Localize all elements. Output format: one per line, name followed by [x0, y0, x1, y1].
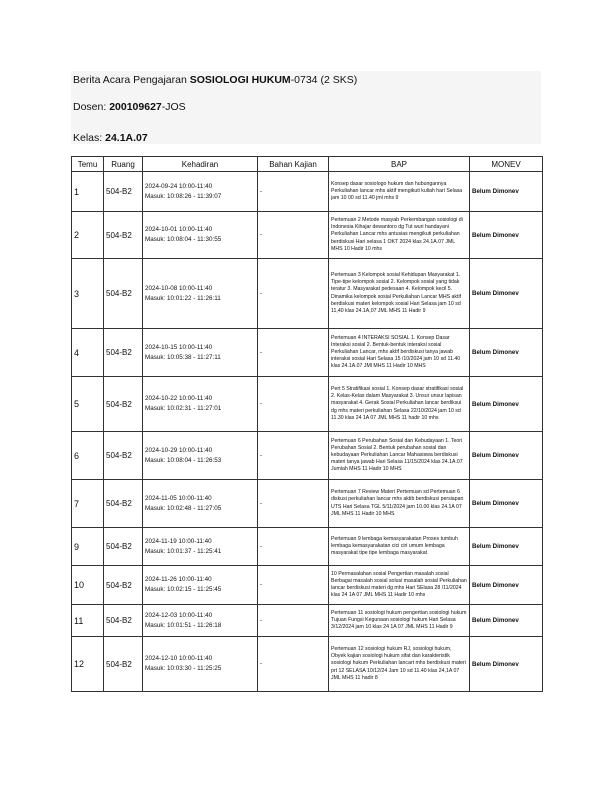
cell-kehadiran	[143, 637, 258, 692]
cell-kehadiran	[143, 566, 258, 605]
cell-bahan-kajian: -	[258, 637, 329, 692]
cell-temu: 4	[72, 329, 104, 377]
dosen-label: Dosen:	[73, 101, 110, 113]
cell-temu: 2	[72, 212, 104, 259]
cell-bahan-kajian: -	[258, 377, 329, 432]
masuk-text: Masuk: 10:08:04 - 11:30:55	[145, 236, 222, 243]
masuk-text: Masuk: 10:08:26 - 11:39:07	[145, 192, 222, 200]
cell-kehadiran	[143, 528, 258, 566]
table-row	[72, 432, 543, 480]
cell-monev: Belum Dimonev	[470, 377, 543, 432]
masuk-text: Masuk: 10:01:51 - 11:26:18	[145, 621, 222, 629]
jadwal-text: 2024-10-15 10:00-11:40	[145, 343, 213, 351]
cell-temu: 7	[72, 480, 104, 528]
col-ruang: Ruang	[104, 157, 143, 172]
masuk-text: Masuk: 10:01:37 - 11:25:41	[145, 547, 222, 555]
dosen-line	[73, 101, 186, 113]
cell-ruang: 504-B2	[104, 377, 143, 432]
dosen-id: 200109627	[109, 101, 162, 113]
cell-kehadiran	[143, 377, 258, 432]
cell-monev: Belum Dimonev	[470, 329, 543, 377]
dosen-suffix: -JOS	[161, 101, 186, 113]
cell-monev: Belum Dimonev	[470, 566, 543, 605]
table-header-row	[72, 157, 543, 172]
jadwal-text: 2024-10-22 10:00-11:40	[145, 395, 213, 402]
cell-bap: Pert 5 Stratifikasi sosial 1. Konsep dasar stratifikasi sosial 2. Kelas-Kelas dalam Masyarakat 3. Unsur unsur lapisan masyarakat 4. Gerak Sosial Perkuliahan lancar berdiksui dg mhs materi perkuliahan Selasa 22/10/2024 jam 10 sd 11.30 klas 24 1A 07 JML MHS 11 hadir 10 mhs	[329, 377, 470, 432]
masuk-text: Masuk: 10:08:04 - 11:26:53	[145, 456, 222, 464]
course-code: -0734 (2 SKS)	[290, 74, 358, 86]
cell-ruang: 504-B2	[104, 637, 143, 692]
col-monev: MONEV	[470, 157, 543, 172]
cell-temu: 1	[72, 172, 104, 212]
cell-kehadiran	[143, 259, 258, 329]
table-row	[72, 566, 543, 605]
table-row	[72, 259, 543, 329]
cell-ruang: 504-B2	[104, 480, 143, 528]
table-row	[72, 480, 543, 528]
cell-kehadiran	[143, 212, 258, 259]
masuk-text: Masuk: 10:01:22 - 11:26:11	[145, 294, 221, 302]
cell-bahan-kajian: -	[258, 432, 329, 480]
cell-temu: 5	[72, 377, 104, 432]
cell-monev: Belum Dimonev	[470, 259, 543, 329]
cell-bap: Pertemuan 12 sosiologi hukum RJ, sosiologi hukum, Obyek kajian sosiologi hukum sifat dan karakteristik sosiologi hukum Perkuliahan lancart mhs berdiskusi materi prt 12 SELASA 10/12/24 Jam 10 sd 11.40 klas 24,1A 07 JML MHS 11 hadir 8	[329, 637, 470, 692]
cell-bap: Pertemuan 7 Review Materi Pertemuan sd Pertemuan 6 diskusi perkuliahan lancar mhs aktib berdiskusi persiapan UTS Hari Selasa TGL 5/11/2024 jam 10.00 klas 24.1A 07 JML MHS 11 Hadir 10 MHS	[329, 480, 470, 528]
kelas-line	[73, 132, 148, 144]
masuk-text: Masuk: 10:03:30 - 11:25:25	[145, 665, 222, 672]
cell-bap: 10 Permasalahan sosial Pengertian masalah sosial Berbagai masalah sosial solusi masalah sosial Perkuliahan lancar berdiskusi materi dg mhs Hari SElasa 28 /11/2024 klas 24 1A 07 JML MHS 11 Hadir 10 mhs	[329, 566, 470, 605]
cell-temu: 3	[72, 259, 104, 329]
cell-monev: Belum Dimonev	[470, 172, 543, 212]
cell-monev: Belum Dimonev	[470, 212, 543, 259]
cell-bahan-kajian: -	[258, 172, 329, 212]
cell-monev: Belum Dimonev	[470, 480, 543, 528]
cell-bap: Pertemuan 2 Metode masyab Perkembangan sosiologi di Indonesia Kihajar dewantoro dg Tut wuri handayani Perkuliahan Lancar mhs antusias mengikuti perkuliahan berdiskusi Hari selasa 1 OKT 2024 klas 24.1A.07 JML MHS 10 Hadir 10 mhs	[329, 212, 470, 259]
cell-monev: Belum Dimonev	[470, 637, 543, 692]
cell-bap: Pertemuan 9 lembaga kemasyarakatan Proses tumbuh lembaga kemasyarakatan cici ciri umum lembaga masyarakat tipe tipe lembaga masyarakat	[329, 528, 470, 566]
cell-bahan-kajian: -	[258, 212, 329, 259]
cell-ruang: 504-B2	[104, 432, 143, 480]
cell-kehadiran	[143, 172, 258, 212]
jadwal-text: 2024-10-29 10:00-11:40	[145, 446, 213, 454]
cell-monev: Belum Dimonev	[470, 528, 543, 566]
cell-kehadiran	[143, 605, 258, 637]
table-row	[72, 377, 543, 432]
table-row	[72, 172, 543, 212]
cell-monev: Belum Dimonev	[470, 432, 543, 480]
cell-bahan-kajian: -	[258, 605, 329, 637]
cell-ruang: 504-B2	[104, 212, 143, 259]
cell-bahan-kajian: -	[258, 329, 329, 377]
cell-bap: Pertemuan 3 Kelompok sosial Kehidupan Masyarakat 1. Tipe-tipe kelompok sosial 2. Kelompok sosial yang tidak teratur 3. Masyarakat pedesaan 4. Kelompok kecil 5. Dinamika kelompok sosial Perkuliahan Lancar MHS aktif berdiskusi materi kelompok sosial Hari Selasa jam 10 sd 11,40 klas 24.1A,07 JML MHS 11 Hadir 9	[329, 259, 470, 329]
cell-temu: 12	[72, 637, 104, 692]
table-row	[72, 637, 543, 692]
cell-ruang: 504-B2	[104, 528, 143, 566]
table-row	[72, 212, 543, 259]
cell-bahan-kajian: -	[258, 480, 329, 528]
course-name: SOSIOLOGI HUKUM	[189, 74, 291, 86]
masuk-text: Masuk: 10:02:15 - 11:25:45	[145, 586, 222, 593]
jadwal-text: 2024-12-03 10:00-11:40	[145, 611, 213, 619]
masuk-text: Masuk: 10:02:48 - 11:27:05	[145, 504, 222, 512]
cell-ruang: 504-B2	[104, 605, 143, 637]
title-prefix: Berita Acara Pengajaran	[73, 74, 190, 86]
kelas-value: 24.1A.07	[105, 132, 148, 144]
cell-bahan-kajian: -	[258, 566, 329, 605]
cell-kehadiran	[143, 329, 258, 377]
cell-ruang: 504-B2	[104, 329, 143, 377]
cell-bap: Pertemuan 11 sosiologi hukum pengertian sosiologi hukum Tujuan Fungsi Kegunaan sosiologi hukum Hari Selasa 3/12/2024 jam 10 klas 24 1A 07 JML MHS 11 Hadir 9	[329, 605, 470, 637]
jadwal-text: 2024-11-26 10:00-11:40	[145, 576, 212, 583]
col-bap: BAP	[329, 157, 470, 172]
table-row	[72, 528, 543, 566]
jadwal-text: 2024-10-01 10:00-11:40	[145, 226, 213, 233]
cell-temu: 6	[72, 432, 104, 480]
cell-ruang: 504-B2	[104, 566, 143, 605]
col-temu: Temu	[72, 157, 104, 172]
cell-temu: 11	[72, 605, 104, 637]
cell-bap: Pertemuan 4 INTERAKSI SOSIAL 1. Konsep Dasar Interaksi sosial 2. Bentuk-bentuk interaksi sosial Perkuliahan Lancar, mhs aktif berdiskusi tanya jawab interaksi sosial Hari Selasa 15 /10/2024 jam 10 sd 11.40 klas 24.1A.07 JMl MHS 11 Hadir 10 MHS	[329, 329, 470, 377]
cell-kehadiran	[143, 432, 258, 480]
jadwal-text: 2024-09-24 10:00-11:40	[145, 182, 213, 190]
cell-ruang: 504-B2	[104, 172, 143, 212]
masuk-text: Masuk: 10:05:38 - 11:27:11	[145, 353, 221, 361]
report-header	[71, 71, 541, 144]
bap-table	[71, 156, 543, 692]
kelas-label: Kelas:	[73, 132, 106, 144]
cell-bap: Pertemuan 6 Perubahan Sosial dan Kebudayaan 1. Teori Perubahan Sosial 2. Bentuk perubahan sosial dan kebudayaan Perkuliahan Lancar Mahasiswa berdiskusi materi tanya jawab Hari Selasa 11/15/2024 klas 24.1A.07 Jumlah MHS 11 Hadir 10 MHS	[329, 432, 470, 480]
cell-bahan-kajian: -	[258, 259, 329, 329]
cell-bahan-kajian: -	[258, 528, 329, 566]
masuk-text: Masuk: 10:02:31 - 11:27:01	[145, 405, 222, 412]
jadwal-text: 2024-10-08 10:00-11:40	[145, 284, 213, 292]
cell-temu: 9	[72, 528, 104, 566]
jadwal-text: 2024-11-19 10:00-11:40	[145, 537, 212, 545]
cell-ruang: 504-B2	[104, 259, 143, 329]
col-bahan-kajian: Bahan Kajian	[258, 157, 329, 172]
jadwal-text: 2024-12-10 10:00-11:40	[145, 655, 213, 662]
col-kehadiran: Kehadiran	[143, 157, 258, 172]
jadwal-text: 2024-11-05 10:00-11:40	[145, 494, 212, 502]
cell-kehadiran	[143, 480, 258, 528]
table-row	[72, 605, 543, 637]
report-title	[73, 74, 357, 86]
cell-monev: Belum Dimonev	[470, 605, 543, 637]
cell-bap: Konsep dasar sosiologo hukum dan hubungannya Perkuliahan lancar mhs aktif mengikuti kuliah hari Selasa jam 10 00 sd 11.40 jml mhs 9	[329, 172, 470, 212]
cell-temu: 10	[72, 566, 104, 605]
table-row	[72, 329, 543, 377]
